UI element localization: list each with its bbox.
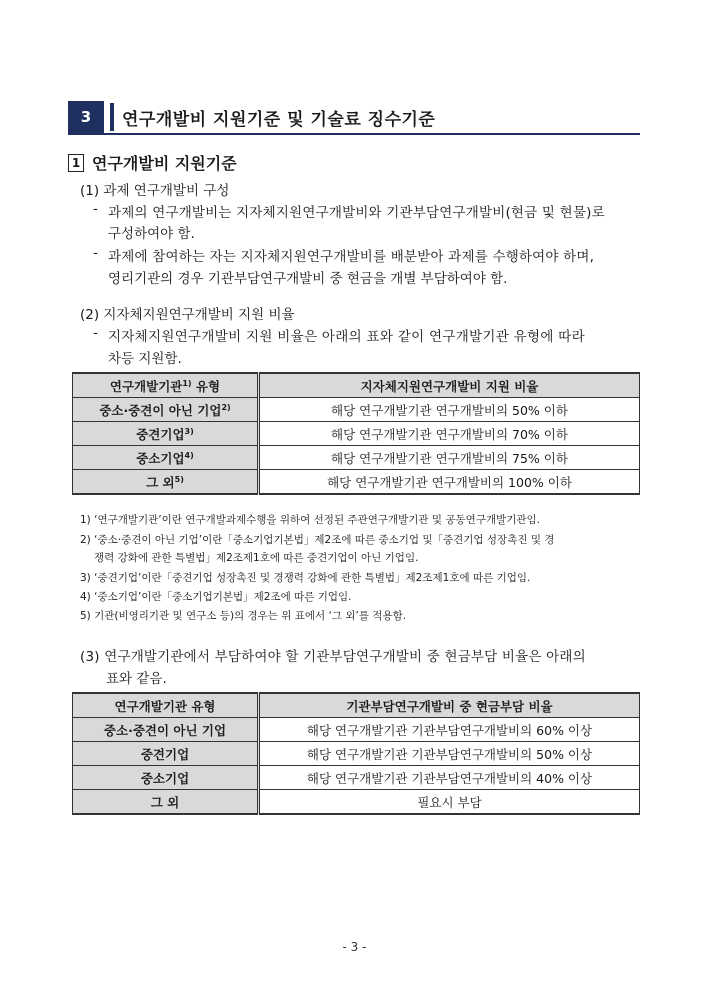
table-header-cell: 지자체지원연구개발비 지원 비율 — [259, 373, 640, 398]
item1-heading: (1) 과제 연구개발비 구성 — [80, 183, 230, 199]
footnote-1: 1) ‘연구개발기관’이란 연구개발과제수행을 위하여 선정된 주관연구개발기관 및 공동연구개발기관임. — [80, 514, 541, 526]
footnote-2-line1: 2) ‘중소·중견이 아닌 기업’이란「중소기업기본법」제2조에 따른 중소기업 및「중견기업 성장촉진 및 경 — [80, 534, 555, 546]
footnote-2-line2: 쟁력 강화에 관한 특별법」제2조제1호에 따른 중견기업이 아닌 기업임. — [94, 552, 419, 564]
table-header-cell: 기관부담연구개발비 중 현금부담 비율 — [259, 693, 640, 718]
table-cell-value: 해당 연구개발기관 연구개발비의 100% 이하 — [259, 470, 640, 495]
section-header — [68, 101, 640, 133]
table-cell-value: 해당 연구개발기관 기관부담연구개발비의 40% 이상 — [259, 766, 640, 790]
table-row — [73, 790, 640, 815]
table-cell-type: 중소·중견이 아닌 기업 — [73, 718, 259, 742]
item1-bullet2-line1: 과제에 참여하는 자는 지자체지원연구개발비를 배분받아 과제를 수행하여야 하며, — [108, 249, 595, 265]
item3-heading-line2: 표와 같음. — [106, 671, 167, 687]
table-row — [73, 398, 640, 422]
subsection-heading — [68, 151, 237, 174]
table-row — [73, 742, 640, 766]
table-header-row — [73, 373, 640, 398]
table-cell-value: 해당 연구개발기관 기관부담연구개발비의 60% 이상 — [259, 718, 640, 742]
table-cell-value: 해당 연구개발기관 연구개발비의 70% 이하 — [259, 422, 640, 446]
table-cell-value: 해당 연구개발기관 연구개발비의 75% 이하 — [259, 446, 640, 470]
table-row — [73, 446, 640, 470]
table-row — [73, 470, 640, 495]
table-cell-type: 그 외 — [73, 790, 259, 815]
table-cell-value: 해당 연구개발기관 기관부담연구개발비의 50% 이상 — [259, 742, 640, 766]
table-header-cell: 연구개발기관 유형 — [73, 693, 259, 718]
item1-bullet1-line2: 구성하여야 함. — [108, 226, 195, 242]
item1-bullet2-line2: 영리기관의 경우 기관부담연구개발비 중 현금을 개별 부담하여야 함. — [108, 271, 508, 287]
table-cell-type: 중견기업 — [73, 742, 259, 766]
footnote-3: 3) ‘중견기업’이란「중견기업 성장촉진 및 경쟁력 강화에 관한 특별법」제2조제1호에 따른 기업임. — [80, 572, 531, 584]
table-cell-value: 필요시 부담 — [259, 790, 640, 815]
subsection-title: 연구개발비 지원기준 — [92, 154, 237, 173]
table-cell-type: 중견기업$^{3)}$ — [73, 422, 259, 446]
bullet-dash: - — [93, 325, 98, 341]
table-header-row — [73, 693, 640, 718]
table-header-cell: 연구개발기관$^{1)}$ 유형 — [73, 373, 259, 398]
item2-bullet1-line1: 지자체지원연구개발비 지원 비율은 아래의 표와 같이 연구개발기관 유형에 따라 — [108, 329, 585, 345]
item2-heading: (2) 지자체지원연구개발비 지원 비율 — [80, 307, 295, 323]
table-cell-type: 중소·중견이 아닌 기업$^{2)}$ — [73, 398, 259, 422]
table-cell-type: 중소기업 — [73, 766, 259, 790]
subsection-number: 1 — [68, 154, 84, 172]
section-number: 3 — [68, 101, 104, 133]
table-row — [73, 422, 640, 446]
footnote-4: 4) ‘중소기업’이란「중소기업기본법」제2조에 따른 기업임. — [80, 591, 352, 603]
support-ratio-table — [72, 372, 640, 495]
table-cell-value: 해당 연구개발기관 연구개발비의 50% 이하 — [259, 398, 640, 422]
bullet-dash: - — [93, 201, 98, 217]
table-cell-type: 중소기업$^{4)}$ — [73, 446, 259, 470]
footnote-5: 5) 기관(비영리기관 및 연구소 등)의 경우는 위 표에서 ‘그 외’를 적용함. — [80, 610, 407, 622]
section-title: 연구개발비 지원기준 및 기술료 징수기준 — [122, 110, 436, 130]
section-divider — [110, 103, 114, 131]
bullet-dash: - — [93, 245, 98, 261]
cash-ratio-table — [72, 692, 640, 815]
section-underline — [68, 133, 640, 135]
item3-heading-line1: (3) 연구개발기관에서 부담하여야 할 기관부담연구개발비 중 현금부담 비율은 아래의 — [80, 649, 586, 665]
table-row — [73, 766, 640, 790]
table-cell-type: 그 외$^{5)}$ — [73, 470, 259, 495]
table-row — [73, 718, 640, 742]
page-number: - 3 - — [342, 940, 367, 954]
item1-bullet1-line1: 과제의 연구개발비는 지자체지원연구개발비와 기관부담연구개발비(현금 및 현물)로 — [108, 205, 605, 221]
item2-bullet1-line2: 차등 지원함. — [108, 351, 182, 367]
